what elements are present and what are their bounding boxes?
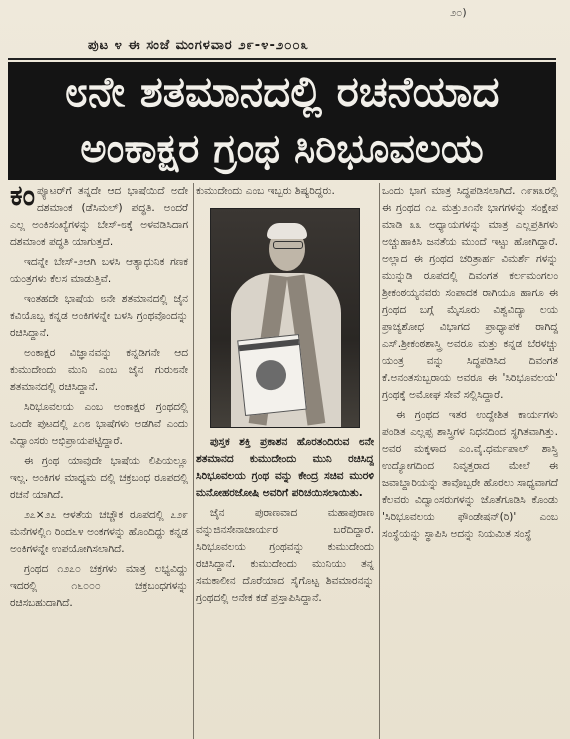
news-photo [210,208,360,428]
paragraph: ೨೭×೨೭ ಆಳತೆಯ ಚಚ್ಚೌಕ ರೂಪದಲ್ಲಿ ೭೨೯ ಮನೆಗಳಲ್ಲಿ೧ ರಿಂದ೬೪ ಅಂಕಗಳನ್ನು ಹೊಂದಿದ್ದು ಕನ್ನಡ ಅಂಕಿಗಳನ್ನೇ ಉಪಯೋಗಿಸಲಾಗಿದೆ. [10,509,188,555]
paragraph: ಸಿರಿಭೂವಲಯ ಎಂಬ ಅಂಕಾಕ್ಷರ ಗ್ರಂಥದಲ್ಲಿ ಒಂದೇ ಪುಟದಲ್ಲಿ ೭೧೮ ಭಾಷೆಗಳು ಅಡಗಿವೆ ಎಂದು ವಿದ್ವಾಂಸರು ಅಭಿಪ್ರಾಯಪಟ್ಟಿದ್ದಾರೆ. [10,401,188,447]
photo-figure-hair [267,223,307,239]
paragraph: ಅಂಕಾಕ್ಷರ ವಿಜ್ಞಾನವನ್ನು ಕನ್ನಡಿಗನೇ ಆದ ಕುಮುದೇಂದು ಮುನಿ ಎಂಬ ಜೈನ ಗುರು೮ನೇ ಶತಮಾನದಲ್ಲಿ ರಚಿಸಿದ್ದಾನೆ. [10,347,188,393]
paragraph: ಕಂಪ್ಯೂಟರ್‌ಗೆ ತನ್ನದೇ ಆದ ಭಾಷೆಯಿದೆ ಅದೇ ದಶಮಾಂಕ (ಡೆಸಿಮಲ್) ಪದ್ಧತಿ. ಅಂದರೆ ಎಲ್ಲ ಅಂಕಿಸಂಖ್ಯೆಗಳನ್ನು ಬೇಸ್-೮ಕ್ಕೆ ಅಳವಡಿಸಿದಾಗ ದಶಮಾಂಕ ಪದ್ಧತಿ ಯಾಗುತ್ತದೆ. [10,183,188,248]
top-rule [8,58,556,60]
photo-book-emblem [255,359,288,392]
headline-line-2: ಅಂಕಾಕ್ಷರ ಗ್ರಂಥ ಸಿರಿಭೂವಲಯ [80,126,484,172]
dateline: ಪುಟ ೪ ಈ ಸಂಜೆ ಮಂಗಳವಾರ ೨೯-೪-೨೦೦೩ [88,38,309,53]
headline-banner [8,62,556,180]
paragraph: ಇಂತಹದೇ ಭಾಷೆಯ ೮ನೇ ಶತಮಾನದಲ್ಲಿ ಜೈನ ಕವಿಯೊಬ್ಬ ಕನ್ನಡ ಅಂಕಿಗಳನ್ನೇ ಬಳಸಿ ಗ್ರಂಥವೊಂದನ್ನು ರಚಿಸಿದ್ದಾನೆ. [10,293,188,339]
paragraph: ಒಂದು ಭಾಗ ಮಾತ್ರ ಸಿದ್ಧಪಡಿಸಲಾಗಿದೆ. ೧೯೫೩ರಲ್ಲಿ ಈ ಗ್ರಂಥದ ೧೭ ಮತ್ತು೨೧ನೇ ಭಾಗಗಳನ್ನು ಸಂಕ್ಷೇಪ ಮಾಡಿ ೩೩ ಅಧ್ಯಾಯಗಳನ್ನು ಮಾತ್ರ ಎಲ್ಲಪ್ರತಿಗಳು ಅಚ್ಚುಹಾಕಿಸಿ ಜನತೆಯ ಮುಂದೆ ಇಟ್ಟು ಹೋಗಿದ್ದಾರೆ. ಅಲ್ಲಾದ ಈ ಗ್ರಂಥದ ಚರಿತ್ರಾರ್ಹ ವಿಮರ್ಶೆ ಗಳನ್ನು ಮುನ್ನುಡಿ ರೂಪದಲ್ಲಿ ದಿವಂಗತ ಕರ್ಲಮಂಗಲಂ ಶ್ರೀಕಂಠಯ್ಯನವರು ಸಂಪಾದಕ ರಾಗಿಯೂ ಹಾಗೂ ಈ ಗ್ರಂಥದ ಬಗ್ಗೆ ಮೈಸೂರು ವಿಶ್ವವಿದ್ಯಾ ಲಯ ಪ್ರಾಚ್ಯಶೋಧ ವಿಭಾಗದ ಪ್ರಾಧ್ಯಾಪಕ ರಾಗಿದ್ದ ಎಸ್.ಶ್ರೀಕಂಠಶಾಸ್ತ್ರಿ ಅವರೂ ಮತ್ತು ಕನ್ನಡ ಬೆರಳಚ್ಚು ಯಂತ್ರ ವನ್ನು ಸಿದ್ಧಪಡಿಸಿದ ದಿವಂಗತ ಕೆ.ಅನಂತಸುಬ್ಬರಾಯ ಅವರೂ ಈ 'ಸಿರಿಭೂವಲಯ' ಗ್ರಂಥಕ್ಕೆ ಅಮೋಘ ಸೇವೆ ಸಲ್ಲಿಸಿದ್ದಾರೆ. [382,185,558,401]
article-body [10,183,556,739]
page-number: ೨೦) [450,6,467,19]
column-3 [382,183,558,739]
paragraph: ಗ್ರಂಥದ ೧೨೭೦ ಚಕ್ರಗಳು ಮಾತ್ರ ಲಭ್ಯವಿದ್ದು ಇದರಲ್ಲಿ ೧೬೦೦೦ ಚಕ್ರಬಂಧಗಳನ್ನು ರಚಿಸಬಹುದಾಗಿದೆ. [10,563,188,609]
photo-glasses [273,241,303,249]
column-2 [196,183,374,739]
paragraph: ಕುಮುದೇಂದು ಎಂಬ ಇಬ್ಬರು ಶಿಷ್ಯರಿದ್ದರು. [196,185,335,197]
photo-book-title-strip [239,339,299,351]
paragraph: ಈ ಗ್ರಂಥ ಯಾವುದೇ ಭಾಷೆಯ ಲಿಪಿಯಲ್ಲೂ ಇಲ್ಲ. ಅಂಕಿಗಳ ಮಾಧ್ಯಮ ದಲ್ಲಿ ಚಕ್ರಬಂಧ ರೂಪದಲ್ಲಿ ರಚನೆ ಯಾಗಿದೆ. [10,455,188,501]
drop-cap: ಕಂ [10,183,36,212]
paragraph: ಇದನ್ನೇ ಬೇಸ್-೨ಆಗಿ ಬಳಸಿ ಆತ್ಯಾಧುನಿಕ ಗಣಕ ಯಂತ್ರಗಳು ಕೆಲಸ ಮಾಡುತ್ತಿವೆ. [10,256,188,285]
photo-caption: ಪುಸ್ತಕ ಶಕ್ತಿ ಪ್ರಕಾಶನ ಹೊರತಂದಿರುವ ೮ನೇ ಶತಮಾನದ ಕುಮುದೇಂದು ಮುನಿ ರಚಿಸಿದ್ದ ಸಿರಿಭೂವಲಯ ಗ್ರಂಥ ವನ್ನು ಕೇಂದ್ರ ಸಚಿವ ಮುರಳಿ ಮನೋಹರಜೋಷಿ ಅವರಿಗೆ ಪರಿಚಯಿಸಲಾಯಿತು. [196,436,374,499]
photo-book [237,334,307,416]
column-1 [10,183,188,739]
paragraph: ಈ ಗ್ರಂಥದ ಇತರ ಉದ್ದೇಶಿತ ಕಾರ್ಯಗಳು ಪಂಡಿತ ಎಲ್ಲಪ್ಪ ಶಾಸ್ತ್ರಿಗಳ ನಿಧನದಿಂದ ಸ್ಥಗಿತವಾಗಿತ್ತು. ಅವರ ಮಕ್ಕಳಾದ ಎಂ.ವೈ.ಧರ್ಮಪಾಲ್ ಶಾಸ್ತ್ರಿ ಉದ್ಯೋಗದಿಂದ ನಿವೃತ್ತರಾದ ಮೇಲೆ ಈ ಜವಾಬ್ದಾರಿಯನ್ನು ತಾವೊಬ್ಬರೇ ಹೊರಲು ಸಾಧ್ಯವಾಗದೆ ಕೆಲವರು ವಿದ್ವಾಂಸರುಗಳನ್ನು ಜೊತೆಗೂಡಿಸಿ ಕೊಂಡು 'ಸಿರಿಭೂವಲಯ ಫೌಂಡೇಷನ್(ರಿ)' ಎಂಬ ಸಂಸ್ಥೆಯನ್ನು ಸ್ಥಾಪಿಸಿ ಅದನ್ನು ನಿಯಮಿತ ಸಂಸ್ಥೆ [382,409,558,540]
paragraph: ಜೈನ ಪುರಾಣವಾದ ಮಹಾಪುರಾಣ ವನ್ನುಜಿನಸೇನಾಚಾರ್ಯರ ಬರೆದಿದ್ದಾರೆ. ಸಿರಿಭೂವಲಯ ಗ್ರಂಥವನ್ನು ಕುಮುದೇಂದು ರಚಿಸಿದ್ದಾನೆ. ಕುಮುದೇಂದು ಮುನಿಯು ತನ್ನ ಸಮಕಾಲೀನ ದೊರೆಯಾದ ಸೈಗೊಟ್ಟ ಶಿವಮಾರನನ್ನು ಗ್ರಂಥದಲ್ಲಿ ಅನೇಕ ಕಡೆ ಪ್ರಸ್ತಾಪಿಸಿದ್ದಾನೆ. [196,507,374,604]
headline-line-1: ೮ನೇ ಶತಮಾನದಲ್ಲಿ ರಚನೆಯಾದ [64,67,500,116]
